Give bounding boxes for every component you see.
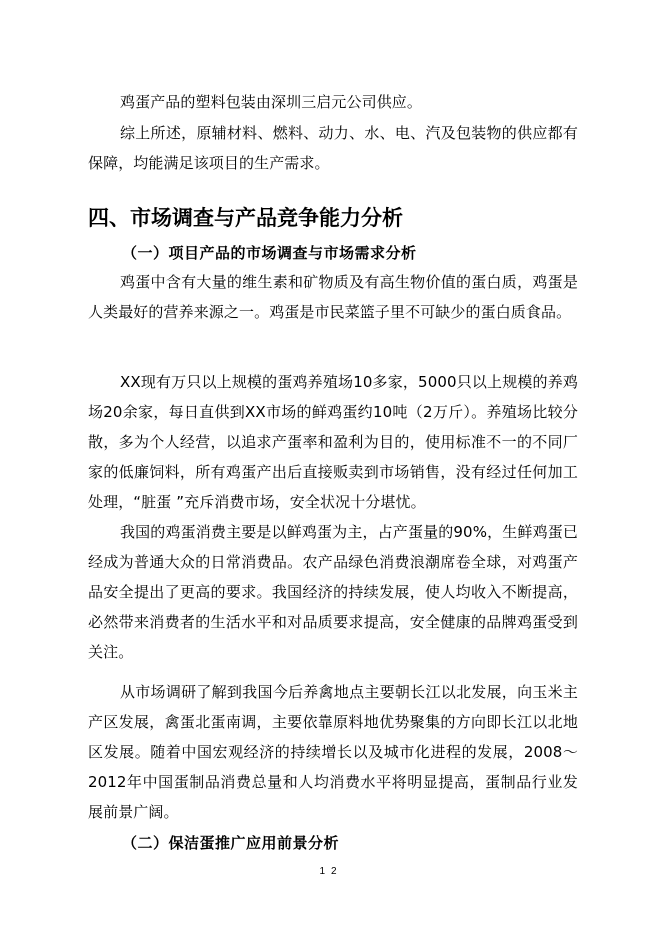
paragraph-summary: 综上所述，原辅材料、燃料、动力、水、电、汽及包装物的供应都有保障，均能满足该项目的生产需求。: [88, 124, 578, 172]
section-heading: 四、市场调查与产品竞争能力分析: [88, 206, 403, 230]
page-number: 12: [319, 866, 343, 877]
subsection-heading-market-survey: （一）项目产品的市场调查与市场需求分析: [122, 244, 417, 262]
subsection-heading-clean-egg: （二）保洁蛋推广应用前景分析: [122, 834, 340, 852]
paragraph-packaging: 鸡蛋产品的塑料包装由深圳三启元公司供应。: [120, 93, 423, 111]
paragraph-local-farms: XX现有万只以上规模的蛋鸡养殖场10多家，5000只以上规模的养鸡场20余家，每日直供到XX市场的鲜鸡蛋约10吨（2万斤）。养殖场比较分散，多为个人经营，以追求产蛋率和盈利为目的，使用标准不一的不同厂家的低廉饲料，所有鸡蛋产出后直接贩卖到市场销售，没有经过任何加工处理，“脏蛋 ”充斥消费市场，安全状况十分堪忧。: [88, 373, 578, 511]
paragraph-market-research: 从市场调研了解到我国今后养禽地点主要朝长江以北发展，向玉米主产区发展，禽蛋北蛋南调，主要依靠原料地优势聚集的方向即长江以北地区发展。随着中国宏观经济的持续增长以及城市化进程的发展，2008～2012年中国蛋制品消费总量和人均消费水平将明显提高，蛋制品行业发展前景广阔。: [88, 683, 578, 821]
paragraph-egg-nutrition: 鸡蛋中含有大量的维生素和矿物质及有高生物价值的蛋白质，鸡蛋是人类最好的营养来源之一。鸡蛋是市民菜篮子里不可缺少的蛋白质食品。: [88, 273, 578, 321]
paragraph-consumption: 我国的鸡蛋消费主要是以鲜鸡蛋为主，占产蛋量的90%，生鲜鸡蛋已经成为普通大众的日常消费品。农产品绿色消费浪潮席卷全球，对鸡蛋产品安全提出了更高的要求。我国经济的持续发展，使人均收入不断提高，必然带来消费者的生活水平和对品质要求提高，安全健康的品牌鸡蛋受到关注。: [88, 523, 578, 661]
